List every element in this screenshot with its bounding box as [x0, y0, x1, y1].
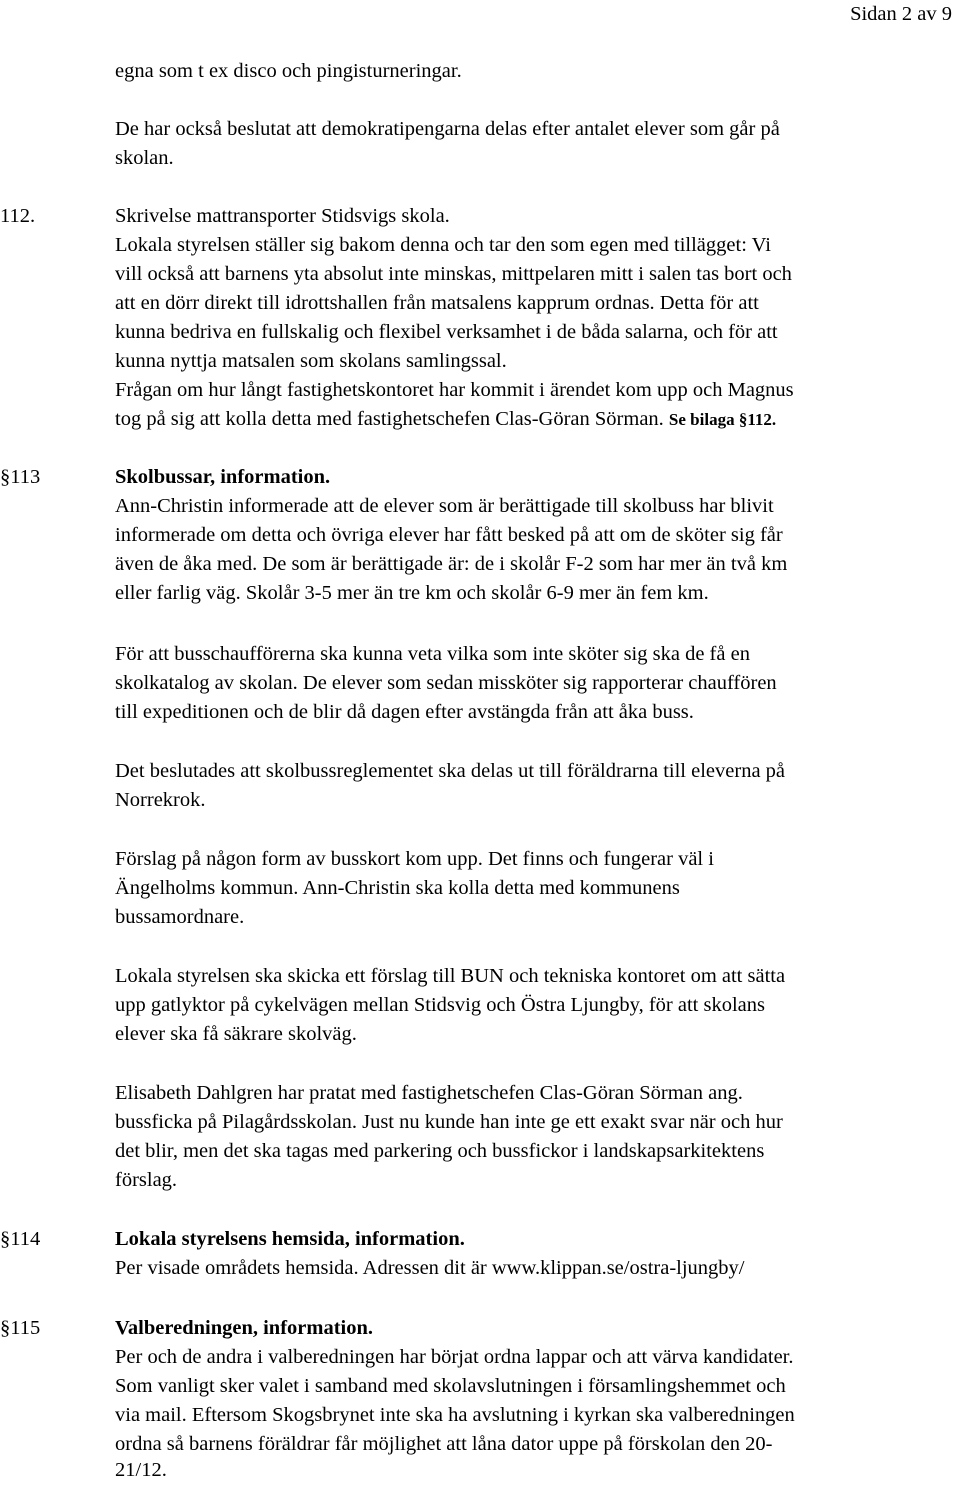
intro-line-2: De har också beslutat att demokratipengarna delas efter antalet elever som går på [115, 118, 780, 140]
paragraph-line: För att busschaufförerna ska kunna veta vilka som inte sköter sig ska de få en [115, 643, 750, 665]
paragraph-line: via mail. Eftersom Skogsbrynet inte ska ha avslutning i kyrkan ska valberedningen [115, 1404, 795, 1426]
paragraph-line: kunna nyttja matsalen som skolans samlingssal. [115, 350, 507, 372]
paragraph-line: till expeditionen och de blir då dagen efter avstängda från att åka buss. [115, 701, 694, 723]
paragraph-line: även de åka med. De som är berättigade är: de i skolår F-2 som har mer än två km [115, 553, 788, 575]
section-number: §114 [0, 1228, 41, 1250]
paragraph-line: elever ska få säkrare skolväg. [115, 1023, 357, 1045]
paragraph-line: kunna bedriva en fullskalig och flexibel verksamhet i de båda salarna, och för att [115, 321, 778, 343]
section-title: Skolbussar, information. [115, 466, 331, 488]
paragraph-line: 21/12. [115, 1459, 167, 1481]
paragraph-line: skolkatalog av skolan. De elever som sedan missköter sig rapporterar chauffören [115, 672, 777, 694]
paragraph-line: Per visade områdets hemsida. Adressen dit är www.klippan.se/ostra-ljungby/ [115, 1257, 745, 1279]
intro-line-3: skolan. [115, 147, 174, 169]
paragraph-line: Elisabeth Dahlgren har pratat med fastighetschefen Clas-Göran Sörman ang. [115, 1082, 743, 1104]
paragraph-line: informerade om detta och övriga elever har fått besked på att om de sköter sig får [115, 524, 783, 546]
attachment-reference: Se bilaga §112. [668, 410, 777, 429]
paragraph-line: Ängelholms kommun. Ann-Christin ska kolla detta med kommunens [115, 877, 680, 899]
paragraph-line: Förslag på någon form av busskort kom upp. Det finns och fungerar väl i [115, 848, 714, 870]
paragraph-line: bussficka på Pilagårdsskolan. Just nu kunde han inte ge ett exakt svar när och hur [115, 1111, 783, 1133]
paragraph-line: eller farlig väg. Skolår 3-5 mer än tre km och skolår 6-9 mer än fem km. [115, 582, 709, 604]
paragraph-line: Som vanligt sker valet i samband med skolavslutningen i församlingshemmet och [115, 1375, 786, 1397]
section-title: Lokala styrelsens hemsida, information. [115, 1228, 465, 1250]
section-number: 112. [0, 205, 36, 227]
intro-line-1: egna som t ex disco och pingisturneringar. [115, 60, 462, 82]
paragraph-line: Det beslutades att skolbussreglementet ska delas ut till föräldrarna till eleverna på [115, 760, 786, 782]
paragraph-line: Lokala styrelsen ställer sig bakom denna och tar den som egen med tillägget: Vi [115, 234, 771, 256]
paragraph-text: tog på sig att kolla detta med fastighetschefen Clas-Göran Sörman. [115, 408, 664, 430]
paragraph-line: ordna så barnens föräldrar får möjlighet att låna dator uppe på förskolan den 20- [115, 1433, 773, 1455]
section-title: Valberedningen, information. [115, 1317, 373, 1339]
paragraph-line: upp gatlyktor på cykelvägen mellan Stidsvig och Östra Ljungby, för att skolans [115, 994, 765, 1016]
paragraph-line: Ann-Christin informerade att de elever som är berättigade till skolbuss har blivit [115, 495, 774, 517]
page-number: Sidan 2 av 9 [850, 3, 952, 25]
section-number: §115 [0, 1317, 41, 1339]
paragraph-line: Norrekrok. [115, 789, 206, 811]
paragraph-line: vill också att barnens yta absolut inte minskas, mittpelaren mitt i salen tas bort och [115, 263, 792, 285]
paragraph-line: att en dörr direkt till idrottshallen från matsalens kapprum ordnas. Detta för att [115, 292, 759, 314]
paragraph-line-with-ref [115, 405, 776, 434]
paragraph-line: det blir, men det ska tagas med parkering och bussfickor i landskapsarkitektens [115, 1140, 765, 1162]
paragraph-line: bussamordnare. [115, 906, 245, 928]
paragraph-line: Lokala styrelsen ska skicka ett förslag till BUN och tekniska kontoret om att sätta [115, 965, 786, 987]
section-number: §113 [0, 466, 41, 488]
paragraph-line: förslag. [115, 1169, 178, 1191]
paragraph-line: Per och de andra i valberedningen har börjat ordna lappar och att värva kandidater. [115, 1346, 794, 1368]
section-title: Skrivelse mattransporter Stidsvigs skola. [115, 205, 450, 227]
paragraph-line: Frågan om hur långt fastighetskontoret har kommit i ärendet kom upp och Magnus [115, 379, 794, 401]
